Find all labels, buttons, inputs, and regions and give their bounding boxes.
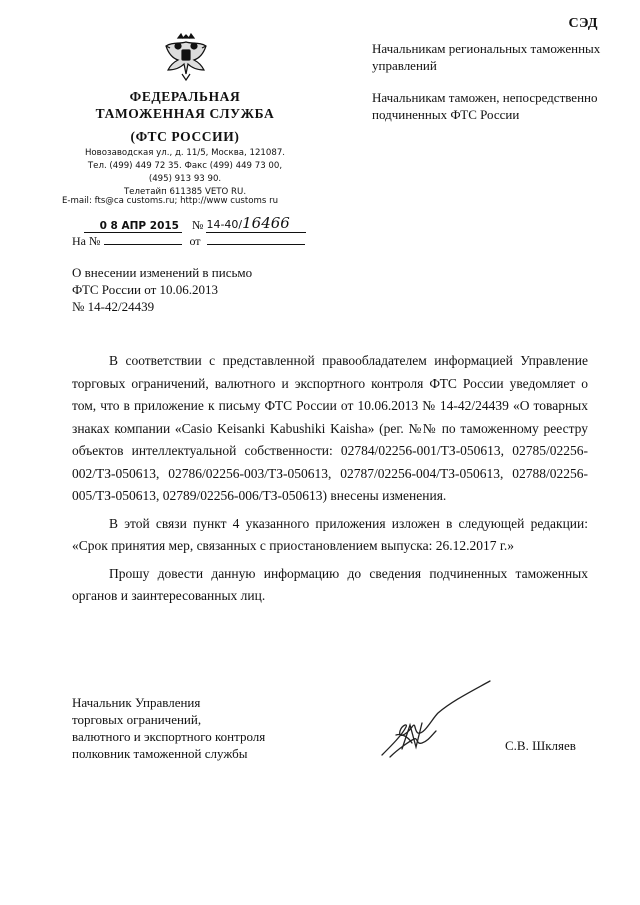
org-line-3: (ФТС РОССИИ) — [130, 129, 240, 144]
body-paragraph-1: В соответствии с представленной правообладателем информацией Управление торговых ограничений, валютного и экспортного контроля ФТС России уведомляет о том, что в приложение к письму ФТС России от 10.06.2013 № 14-42/24439 «О товарных знаках компании «Casio Keisanki Kabushiki Kaisha» (рег. №№ по таможенному реестру объектов интеллектуальной собственности: 02784/02256-001/ТЗ-050613, 02785/02256-002/ТЗ-050613, 02786/02256-003/ТЗ-050613, 02787/02256-004/ТЗ-050613, 02788/02256-005/ТЗ-050613, 02789/02256-006/ТЗ-050613) внесены изменения. — [72, 353, 588, 503]
org-line-2: ТАМОЖЕННАЯ СЛУЖБА — [95, 106, 275, 121]
address-line-2: Тел. (499) 449 72 35. Факс (499) 449 73 00, — [87, 161, 283, 171]
registration-number-prefix: 14-40/ — [206, 218, 243, 231]
registration-number-handwritten: 16466 — [242, 214, 290, 232]
registration-line — [72, 214, 306, 233]
registration-date: 0 8 АПР 2015 — [84, 220, 182, 233]
registration-number-label: № — [192, 218, 204, 232]
signatory-line-1: Начальник Управления — [72, 695, 201, 710]
reference-date-blank — [207, 244, 305, 245]
subject-line-1: О внесении изменений в письмо — [72, 265, 253, 280]
recipients — [372, 40, 602, 138]
registration-number — [206, 214, 306, 233]
org-line-1: ФЕДЕРАЛЬНАЯ — [129, 89, 241, 104]
address-line-1: Новозаводская ул., д. 11/5, Москва, 121087. — [84, 148, 286, 158]
address-email: E-mail: fts@ca customs.ru; http://www customs ru — [62, 196, 279, 206]
reference-number-blank — [104, 244, 182, 245]
address-line-4: Телетайп 611385 VETO RU. — [123, 187, 247, 197]
letter-subject — [72, 264, 312, 315]
recipient-1: Начальникам региональных таможенных управлений — [372, 41, 601, 73]
handwritten-signature — [372, 675, 507, 765]
signatory-line-3: валютного и экспортного контроля — [72, 729, 266, 744]
subject-line-2: ФТС России от 10.06.2013 — [72, 282, 219, 297]
signatory-title — [72, 694, 312, 762]
address-line-3: (495) 913 93 90. — [148, 174, 222, 184]
reference-date-label: от — [189, 234, 201, 248]
signatory-line-2: торговых ограничений, — [72, 712, 202, 727]
letter-body — [72, 350, 588, 613]
signatory-line-4: полковник таможенной службы — [72, 746, 248, 761]
signer-name: С.В. Шкляев — [505, 738, 576, 753]
org-name — [70, 88, 300, 145]
body-paragraph-3: Прошу довести данную информацию до сведения подчиненных таможенных органов и заинтересованных лиц. — [72, 565, 588, 603]
org-address — [70, 147, 300, 199]
body-paragraph-2: В этой связи пункт 4 указанного приложения изложен в следующей редакции: «Срок принятия мер, связанных с приостановлением выпуска: 26.12.2017 г.» — [72, 515, 588, 553]
reference-line — [72, 234, 305, 249]
sed-label: СЭД — [568, 16, 598, 31]
subject-line-3: № 14-42/24439 — [72, 299, 155, 314]
emblem-icon — [158, 30, 214, 86]
reference-number-label: На № — [72, 234, 101, 248]
recipient-2: Начальникам таможен, непосредственно подчиненных ФТС России — [372, 90, 598, 122]
